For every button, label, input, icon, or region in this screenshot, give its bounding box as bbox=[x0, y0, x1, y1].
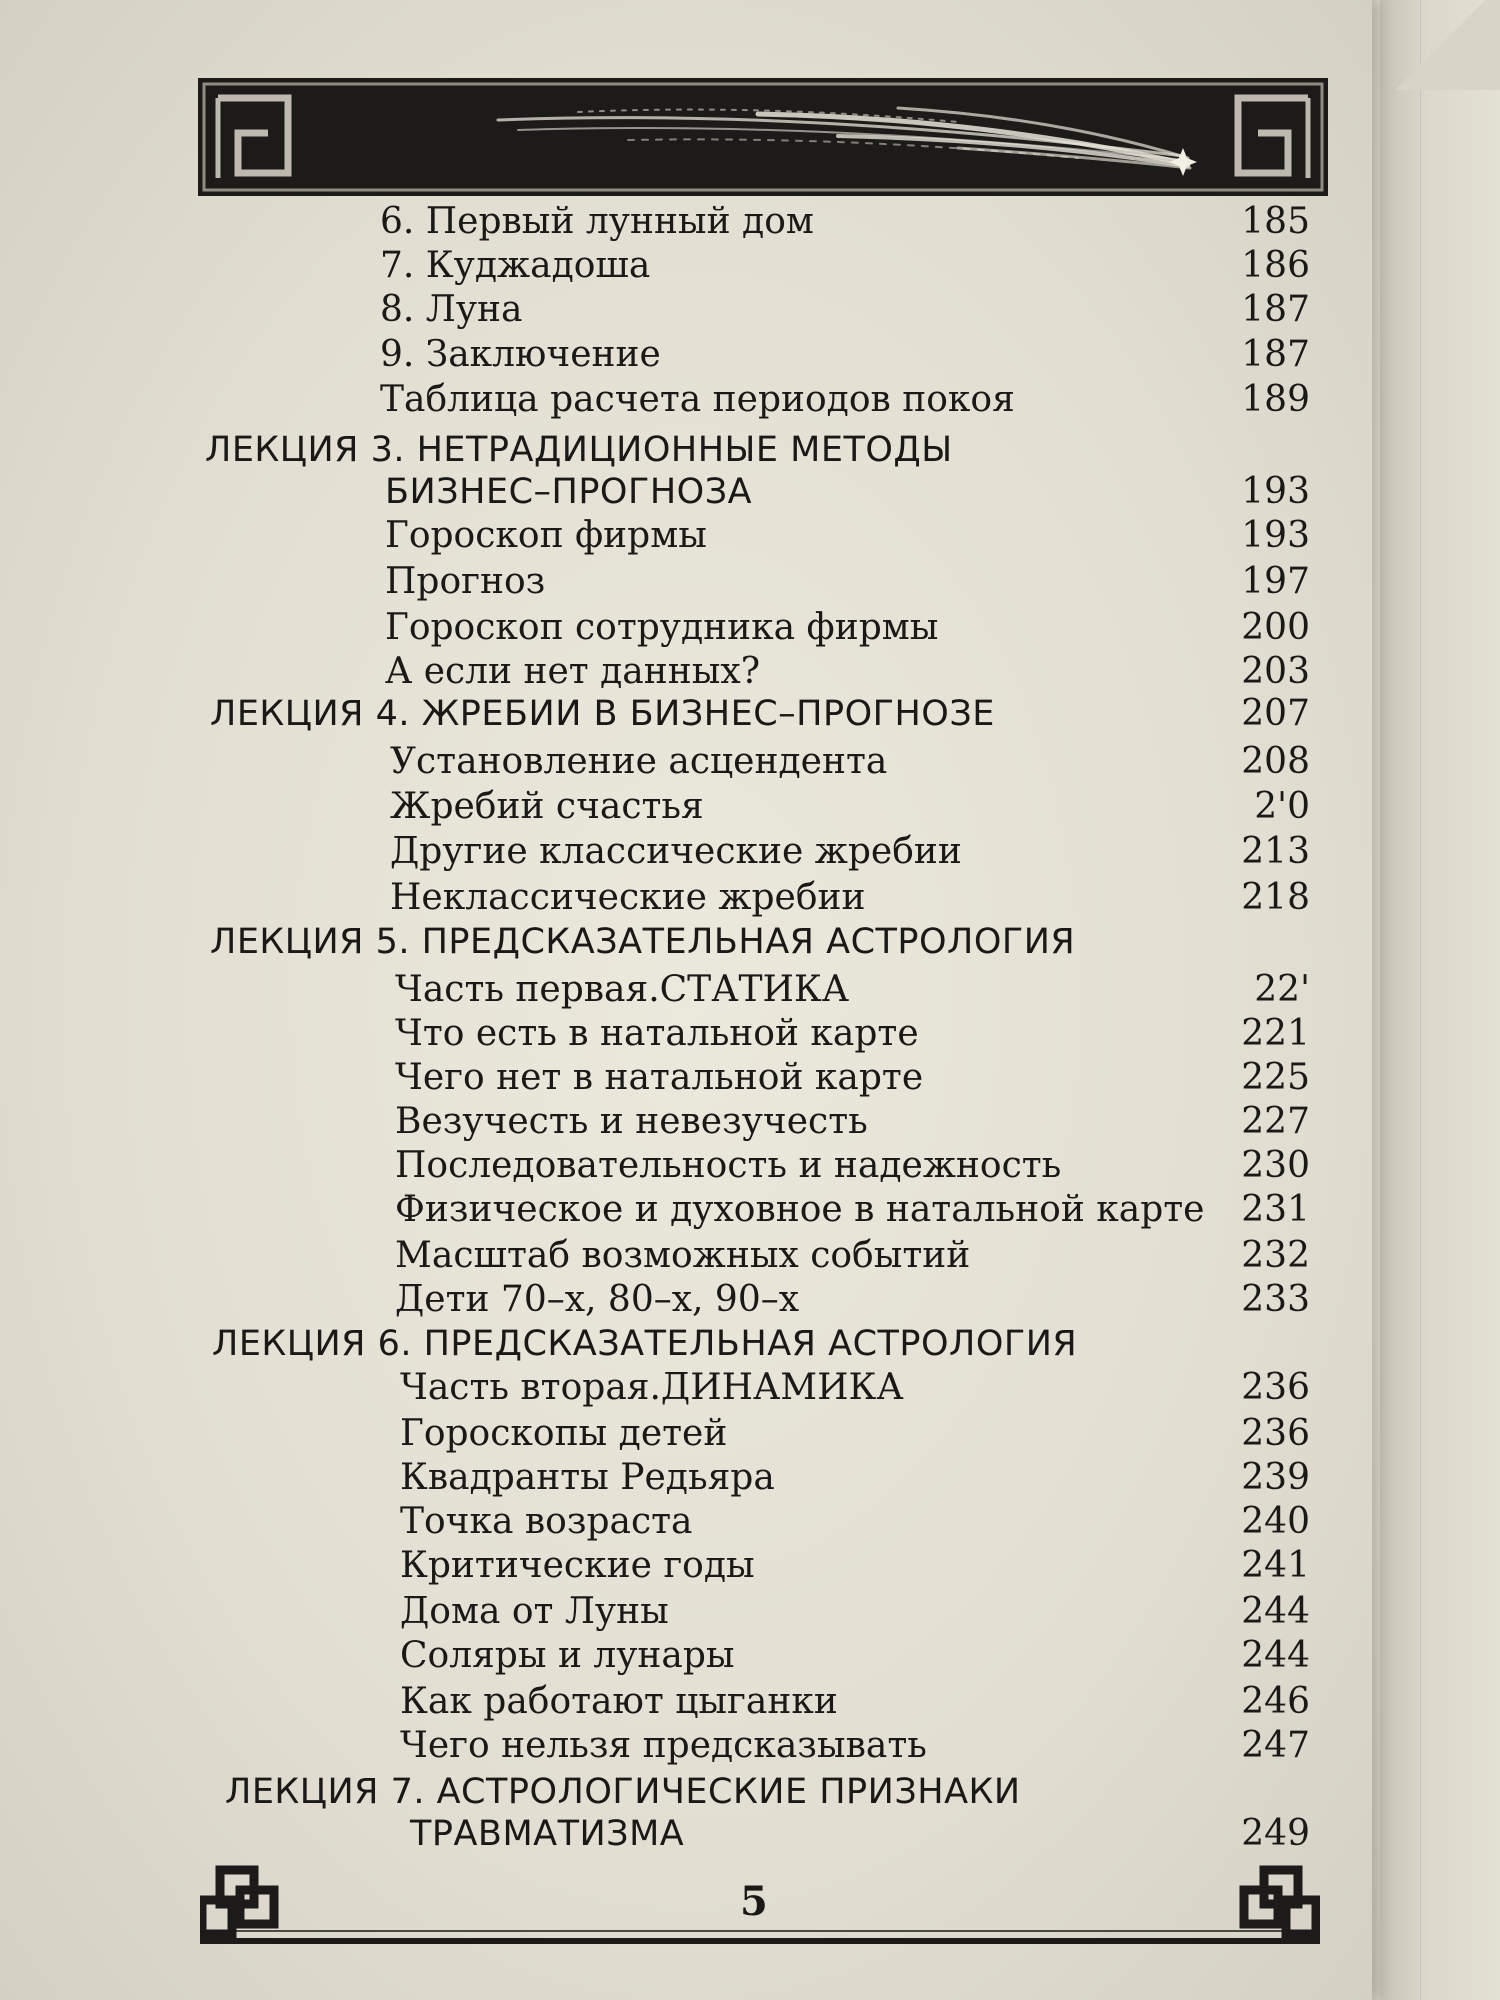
toc-page-number: 249 bbox=[1241, 1813, 1310, 1854]
toc-entry-title: Как работают цыганки bbox=[400, 1681, 838, 1722]
toc-entry bbox=[395, 1100, 1310, 1144]
toc-entry-title: Дети 70–х, 80–х, 90–х bbox=[395, 1279, 800, 1320]
toc-entry-title: БИЗНЕС–ПРОГНОЗА bbox=[385, 472, 753, 512]
toc-entry-title: Гороскоп сотрудника фирмы bbox=[385, 607, 939, 648]
toc-page-number: 236 bbox=[1241, 1367, 1310, 1408]
toc-entry-title: Критические годы bbox=[400, 1545, 755, 1586]
toc-page-number: 187 bbox=[1241, 289, 1310, 330]
toc-entry-title: ТРАВМАТИЗМА bbox=[410, 1814, 685, 1854]
toc-entry-title: ЛЕКЦИЯ 3. НЕТРАДИЦИОННЫЕ МЕТОДЫ bbox=[205, 430, 953, 470]
toc-entry-title: Другие классические жребии bbox=[390, 831, 962, 872]
toc-entry bbox=[395, 968, 1310, 1012]
toc-page-number: 187 bbox=[1241, 334, 1310, 375]
toc-entry bbox=[380, 333, 1310, 377]
toc-entry-title: 9. Заключение bbox=[380, 334, 661, 375]
toc-entry bbox=[385, 650, 1310, 694]
toc-entry bbox=[395, 1012, 1310, 1056]
toc-page-number: 193 bbox=[1241, 471, 1310, 512]
toc-entry-title: Гороскоп фирмы bbox=[385, 515, 707, 556]
toc-page-number: 239 bbox=[1241, 1457, 1310, 1498]
toc-page-number: 207 bbox=[1241, 693, 1310, 734]
toc-entry-title: Установление асцендента bbox=[390, 741, 888, 782]
toc-entry-title: 7. Куджадоша bbox=[380, 245, 651, 286]
toc-entry-title: ЛЕКЦИЯ 7. АСТРОЛОГИЧЕСКИЕ ПРИЗНАКИ bbox=[225, 1772, 1021, 1812]
toc-entry-title: Что есть в натальной карте bbox=[395, 1013, 919, 1054]
toc-page-number: 230 bbox=[1241, 1145, 1310, 1186]
toc-entry-title: Часть вторая.ДИНАМИКА bbox=[400, 1367, 904, 1408]
toc-entry bbox=[395, 1234, 1310, 1278]
toc-entry bbox=[395, 1144, 1310, 1188]
toc-heading bbox=[210, 692, 1310, 736]
toc-entry bbox=[385, 560, 1310, 604]
toc-page-number: 247 bbox=[1241, 1725, 1310, 1766]
toc-entry bbox=[380, 200, 1310, 244]
toc-entry-title: Таблица расчета периодов покоя bbox=[380, 379, 1015, 420]
toc-page-number: 221 bbox=[1241, 1013, 1310, 1054]
toc-page-number: 236 bbox=[1241, 1413, 1310, 1454]
toc-entry bbox=[380, 288, 1310, 332]
toc-page-number: 240 bbox=[1241, 1501, 1310, 1542]
toc-page-number: 197 bbox=[1241, 561, 1310, 602]
toc-entry-title: Чего нет в натальной карте bbox=[395, 1057, 924, 1098]
toc-page-number: 233 bbox=[1241, 1279, 1310, 1320]
toc-entry-title: А если нет данных? bbox=[385, 651, 761, 692]
toc-entry-title: ЛЕКЦИЯ 6. ПРЕДСКАЗАТЕЛЬНАЯ АСТРОЛОГИЯ bbox=[212, 1324, 1078, 1364]
toc-page-number: 232 bbox=[1241, 1235, 1310, 1276]
toc-entry bbox=[390, 785, 1310, 829]
toc-page-number: 244 bbox=[1241, 1635, 1310, 1676]
toc-entry bbox=[400, 1634, 1310, 1678]
toc-page-number: 22' bbox=[1254, 969, 1310, 1010]
toc-entry-title: Последовательность и надежность bbox=[395, 1145, 1062, 1186]
toc-entry bbox=[395, 1188, 1310, 1232]
page-number: 5 bbox=[740, 1878, 768, 1925]
toc-entry bbox=[400, 1412, 1310, 1456]
toc-entry bbox=[400, 1456, 1310, 1500]
toc-entry bbox=[410, 1812, 1310, 1856]
toc-entry bbox=[380, 378, 1310, 422]
toc-entry bbox=[395, 1278, 1310, 1322]
toc-page-number: 203 bbox=[1241, 651, 1310, 692]
toc-entry bbox=[385, 606, 1310, 650]
toc-page-number: 208 bbox=[1241, 741, 1310, 782]
paper-corner bbox=[1380, 0, 1500, 90]
toc-entry-title: Жребий счастья bbox=[390, 786, 704, 827]
toc-entry-title: Часть первая.СТАТИКА bbox=[395, 969, 849, 1010]
toc-entry bbox=[395, 1056, 1310, 1100]
toc-page-number: 241 bbox=[1241, 1545, 1310, 1586]
toc-page-number: 227 bbox=[1241, 1101, 1310, 1142]
toc-heading bbox=[212, 1322, 1310, 1366]
toc-entry-title: ЛЕКЦИЯ 5. ПРЕДСКАЗАТЕЛЬНАЯ АСТРОЛОГИЯ bbox=[210, 922, 1076, 962]
toc-entry-title: ЛЕКЦИЯ 4. ЖРЕБИИ В БИЗНЕС–ПРОГНОЗЕ bbox=[210, 694, 995, 734]
toc-page-number: 193 bbox=[1241, 515, 1310, 556]
toc-entry-title: Масштаб возможных событий bbox=[395, 1235, 971, 1276]
toc-page-number: 225 bbox=[1241, 1057, 1310, 1098]
toc-entry-title: Точка возраста bbox=[400, 1501, 693, 1542]
toc-entry-title: Неклассические жребии bbox=[390, 877, 866, 918]
toc-entry bbox=[400, 1680, 1310, 1724]
toc-entry-title: Соляры и лунары bbox=[400, 1635, 735, 1676]
toc-page-number: 244 bbox=[1241, 1591, 1310, 1632]
toc-page-number: 189 bbox=[1241, 379, 1310, 420]
toc-entry bbox=[390, 830, 1310, 874]
toc-entry bbox=[385, 514, 1310, 558]
toc-entry bbox=[390, 740, 1310, 784]
toc-entry bbox=[385, 470, 1310, 514]
facing-page-edge bbox=[1380, 0, 1500, 2000]
toc-entry-title: Гороскопы детей bbox=[400, 1413, 728, 1454]
toc-heading bbox=[205, 428, 1310, 472]
toc-entry-title: Везучесть и невезучесть bbox=[395, 1101, 868, 1142]
toc-page-number: 185 bbox=[1241, 201, 1310, 242]
toc-entry-title: Чего нельзя предсказывать bbox=[400, 1725, 927, 1766]
toc-entry bbox=[400, 1500, 1310, 1544]
toc-entry-title: Физическое и духовное в натальной карте bbox=[395, 1189, 1205, 1230]
toc-page-number: 2'0 bbox=[1254, 786, 1310, 827]
toc-heading bbox=[210, 920, 1310, 964]
toc-entry bbox=[400, 1724, 1310, 1768]
toc-entry-title: Квадранты Редьяра bbox=[400, 1457, 775, 1498]
toc-page-number: 231 bbox=[1241, 1189, 1310, 1230]
toc-page-number: 218 bbox=[1241, 877, 1310, 918]
toc-entry-title: 8. Луна bbox=[380, 289, 523, 330]
toc-entry-title: 6. Первый лунный дом bbox=[380, 201, 814, 242]
toc-entry bbox=[390, 876, 1310, 920]
toc-entry bbox=[400, 1366, 1310, 1410]
toc-entry bbox=[400, 1544, 1310, 1588]
toc-entry bbox=[400, 1590, 1310, 1634]
toc-heading bbox=[225, 1770, 1310, 1814]
toc-entry bbox=[380, 244, 1310, 288]
toc-entry-title: Дома от Луны bbox=[400, 1591, 669, 1632]
toc-page-number: 200 bbox=[1241, 607, 1310, 648]
toc-entry-title: Прогноз bbox=[385, 561, 546, 602]
toc-page-number: 246 bbox=[1241, 1681, 1310, 1722]
toc-page-number: 213 bbox=[1241, 831, 1310, 872]
toc-page-number: 186 bbox=[1241, 245, 1310, 286]
